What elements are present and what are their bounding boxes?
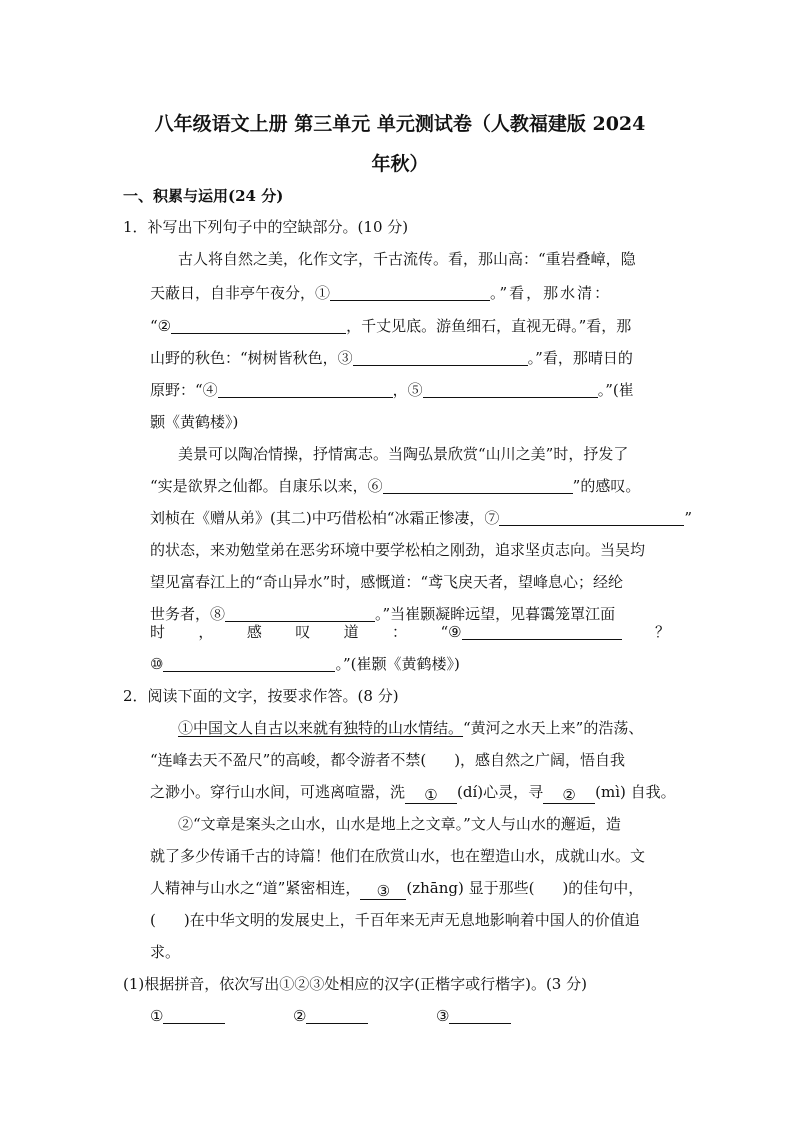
q2-p1-line1	[178, 718, 643, 738]
q1-text: “实是欲界之仙都。自康乐以来，⑥	[150, 477, 383, 495]
q1-text: 。”当崔颢凝眸远望，见暮霭笼罩江面	[375, 605, 616, 623]
q1-text: ？	[654, 623, 670, 641]
q2-text: )的佳句中，	[562, 879, 644, 897]
q1-line-10: 的状态，来劝勉堂弟在恶劣环境中要学松柏之刚劲，追求坚贞志向。当吴均	[150, 541, 646, 559]
q2-p2-line4	[150, 910, 640, 930]
q1-text: 道	[343, 623, 359, 641]
q1-text: ，	[198, 623, 214, 641]
q2-p2-line1: ②“文章是案头之山水，山水是地上之文章。”文人与山水的邂逅，造	[178, 815, 621, 833]
q1-line-4	[150, 348, 633, 368]
q1-text: 时	[150, 623, 166, 641]
q1-text: ”的感叹。	[572, 477, 641, 495]
q1-text: ，千丈见底。游鱼细石，直视无碍。”看，那	[346, 317, 632, 335]
answer-blank-q2-2[interactable]	[543, 785, 595, 804]
answer-blank-6[interactable]	[383, 477, 573, 494]
q1-text: ”	[684, 509, 693, 527]
q2-p1-line2	[150, 750, 625, 770]
answer-blank-10[interactable]	[163, 655, 335, 672]
q1-text: 世务者，⑧	[150, 605, 226, 623]
answer-line-2[interactable]	[306, 1007, 368, 1024]
q1-line-9	[150, 508, 692, 528]
answer-blank-8[interactable]	[225, 605, 375, 622]
answer-blank-9[interactable]	[462, 623, 622, 640]
q1-line-14	[150, 654, 460, 674]
q2-sub1: (1)根据拼音，依次写出①②③处相应的汉字(正楷字或行楷字)。(3 分)	[123, 975, 587, 993]
answer-blank-q2-1[interactable]	[405, 785, 457, 804]
answer-blank-5[interactable]	[423, 381, 598, 398]
q2-p2-line3	[150, 878, 643, 900]
q1-text: 原野：“④	[150, 381, 218, 399]
page-title-line1: 八年级语文上册 第三单元 单元测试卷（人教福建版 2024	[154, 113, 646, 135]
q1-line-7: 美景可以陶冶情操，抒情寓志。当陶弘景欣赏“山川之美”时，抒发了	[178, 445, 629, 463]
q1-text: ⑩	[150, 655, 164, 673]
q1-line-11: 望见富春江上的“奇山异水”时，感慨道：“鸢飞戾天者，望峰息心；经纶	[150, 573, 624, 591]
q1-line-1: 古人将自然之美，化作文字，千古流传。看，那山高：“重岩叠嶂，隐	[178, 250, 636, 268]
answer-blank-7[interactable]	[499, 509, 684, 526]
q1-text: ：	[392, 623, 408, 641]
answer-blank-3[interactable]	[353, 349, 528, 366]
q1-text: 天蔽日，自非亭午夜分，①	[150, 284, 331, 302]
answer-line-3[interactable]	[449, 1007, 511, 1024]
answer-row	[150, 1006, 511, 1026]
q1-line-3	[150, 316, 631, 336]
answer-label-3: ③	[436, 1007, 450, 1025]
q1-text: “②	[150, 317, 172, 335]
answer-blank-1[interactable]	[330, 284, 490, 301]
q1-text: 刘桢在《赠从弟》(其二)中巧借松柏“冰霜正惨凄，⑦	[150, 509, 500, 527]
q1-text: 山野的秋色：“树树皆秋色，③	[150, 349, 353, 367]
q2-text: 之渺小。穿行山水间，可逃离喧嚣，洗	[150, 783, 406, 801]
q1-text: ，⑤	[392, 381, 423, 399]
q2-text: (dí)心灵，寻	[457, 783, 544, 801]
q1-text: 。”(崔	[597, 381, 634, 399]
circle-number: ②	[562, 786, 576, 804]
q1-text: “⑨	[440, 623, 462, 641]
circle-number: ①	[424, 786, 438, 804]
q1-line-8	[150, 476, 640, 496]
q1-text: 。”看，那晴日的	[527, 349, 633, 367]
answer-label-2: ②	[293, 1007, 307, 1025]
q1-heading: 1．补写出下列句子中的空缺部分。(10 分)	[123, 218, 409, 236]
q2-heading: 2．阅读下面的文字，按要求作答。(8 分)	[123, 687, 399, 705]
q2-text: (zhāng) 显于那些(	[406, 879, 535, 897]
q1-text: 感	[246, 623, 262, 641]
q1-line-6: 颢《黄鹤楼》)	[150, 413, 239, 431]
q2-text: “黄河之水天上来”的浩荡、	[463, 719, 644, 737]
q1-line-5	[150, 380, 634, 400]
q2-text: (mì) 自我。	[595, 783, 676, 801]
answer-label-1: ①	[150, 1007, 164, 1025]
q2-p2-line5: 求。	[150, 943, 181, 961]
q2-text: (	[150, 911, 156, 929]
q1-line-13	[150, 622, 670, 642]
q2-p1-line3	[150, 782, 676, 804]
page-title-line2: 年秋）	[371, 153, 429, 175]
q2-text: )在中华文明的发展史上，千百年来无声无息地影响着中国人的价值追	[183, 911, 640, 929]
q2-text: 人精神与山水之“道”紧密相连，	[150, 879, 361, 897]
answer-line-1[interactable]	[163, 1007, 225, 1024]
q1-text: 。”看，那水清：	[490, 284, 612, 302]
answer-blank-2[interactable]	[171, 317, 346, 334]
answer-blank-q2-3[interactable]	[360, 881, 406, 900]
q1-line-12	[150, 604, 615, 624]
q2-text: )，感自然之广阔，悟自我	[454, 751, 626, 769]
q1-line-2	[150, 283, 611, 303]
q2-p2-line2: 就了多少传诵千古的诗篇！他们在欣赏山水，也在塑造山水，成就山水。文	[150, 847, 646, 865]
q2-text: “连峰去天不盈尺”的高峻，都令游者不禁(	[150, 751, 427, 769]
q1-text: 叹	[295, 623, 311, 641]
section-heading: 一、积累与运用(24 分)	[123, 187, 284, 205]
q1-text: 。”(崔颢《黄鹤楼》)	[335, 655, 460, 673]
answer-blank-4[interactable]	[218, 381, 393, 398]
underlined-sentence: ①中国文人自古以来就有独特的山水情结。	[178, 719, 464, 737]
circle-number: ③	[376, 882, 391, 900]
